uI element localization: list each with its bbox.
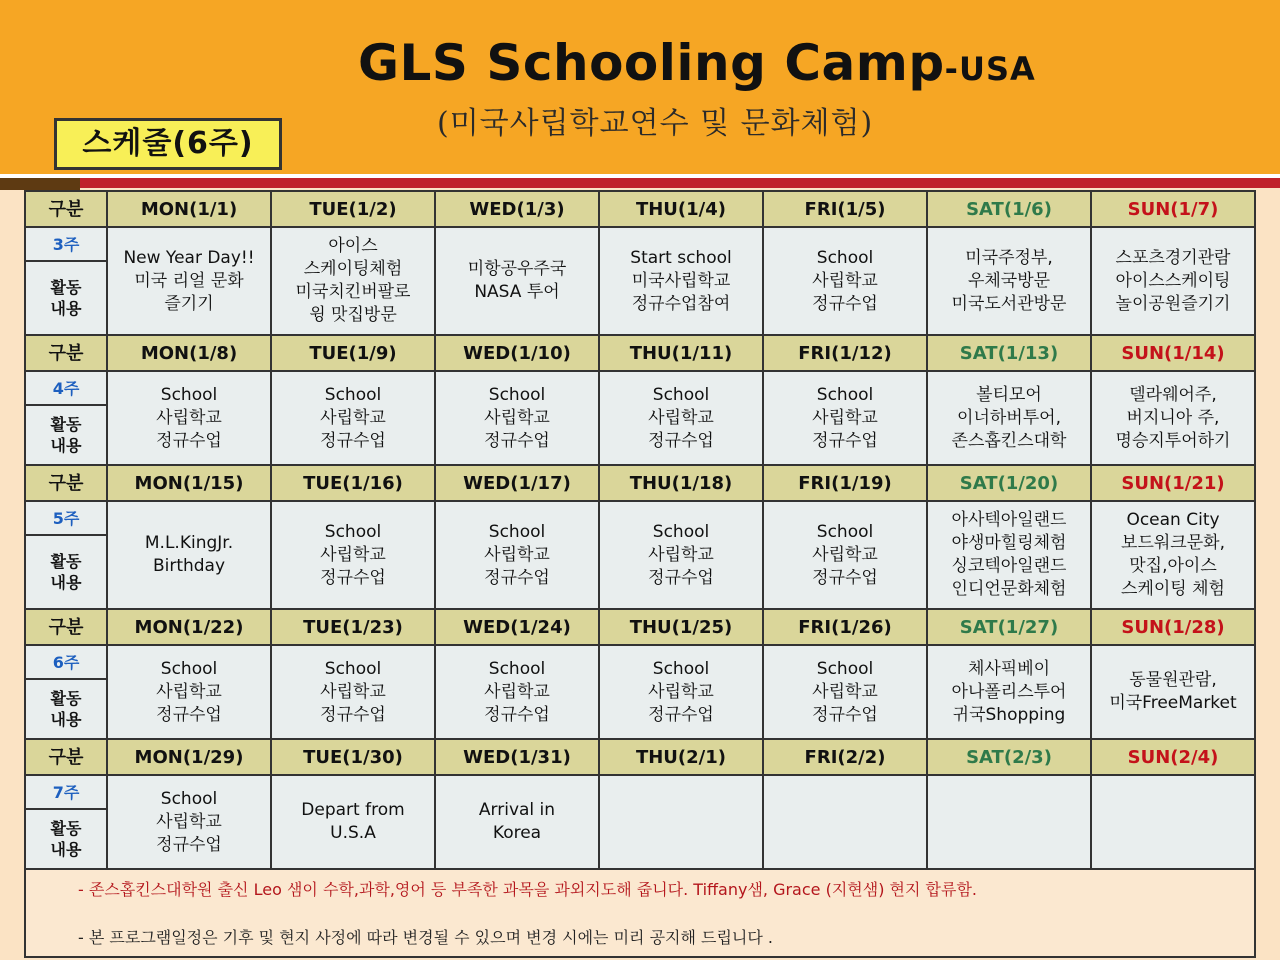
activity-cell (763, 371, 927, 465)
activity-line: 귀국Shopping (952, 704, 1066, 725)
notes-cell (25, 869, 1255, 957)
activity-label-line: 내용 (50, 436, 82, 455)
activity-line: 사립학교 (320, 544, 386, 565)
activity-line: 버지니아 주, (1126, 407, 1220, 428)
day-header: SAT(1/20) (927, 465, 1091, 501)
day-header: MON(1/22) (107, 609, 271, 645)
activity-cell (599, 775, 763, 869)
category-label: 구분 (25, 609, 107, 645)
activity-cell (435, 371, 599, 465)
activity-label (25, 405, 107, 465)
activity-line: School (488, 384, 546, 405)
activity-label-line: 내용 (50, 299, 82, 318)
activity-line: 우체국방문 (967, 270, 1051, 291)
activity-line: 사립학교 (156, 407, 222, 428)
activity-label-line: 활동 (50, 689, 82, 708)
activity-line: 아이스스케이팅 (1115, 270, 1231, 291)
activity-line: 놀이공원즐기기 (1115, 293, 1231, 314)
activity-line: 스포츠경기관람 (1115, 247, 1231, 268)
activity-line: 아사텍아일랜드 (951, 510, 1067, 530)
activity-line: 정규수업 (484, 704, 550, 725)
activity-line: 정규수업 (648, 567, 714, 588)
activity-line: 아이스 (328, 236, 378, 256)
activity-line: Korea (492, 823, 542, 843)
activity-line: New Year Day!! (123, 247, 255, 268)
activity-row (25, 645, 1255, 679)
page-title (358, 34, 1058, 92)
activity-cell (763, 227, 927, 335)
day-header: WED(1/17) (435, 465, 599, 501)
category-label: 구분 (25, 191, 107, 227)
schedule-badge: 스케줄(6주) (54, 118, 282, 170)
activity-cell (1091, 501, 1255, 609)
week-label: 6주 (25, 645, 107, 679)
activity-line: School (160, 788, 218, 809)
activity-line: 인디언문화체험 (951, 579, 1067, 599)
activity-label (25, 535, 107, 609)
activity-line: 사립학교 (320, 681, 386, 702)
activity-line: 존스홉킨스대학 (951, 430, 1067, 451)
activity-label (25, 679, 107, 739)
activity-label-line: 내용 (50, 840, 82, 859)
activity-line: 정규수업 (484, 567, 550, 588)
activity-label (25, 809, 107, 869)
note-tutoring: - 존스홉킨스대학원 출신 Leo 샘이 수학,과학,영어 등 부족한 과목을 과외지도해 줍니다. Tiffany샘, Grace (지현샘) 현지 합류함. (78, 880, 977, 899)
day-header: MON(1/29) (107, 739, 271, 775)
day-header-row (25, 609, 1255, 645)
activity-line: School (816, 658, 874, 679)
activity-line: 정규수업 (156, 834, 222, 855)
activity-line: M.L.KingJr. (144, 533, 234, 553)
activity-line: 사립학교 (484, 544, 550, 565)
activity-cell (599, 645, 763, 739)
activity-cell (107, 645, 271, 739)
activity-cell (271, 775, 435, 869)
activity-line: 정규수업 (156, 704, 222, 725)
activity-line: 명승지투어하기 (1115, 430, 1231, 451)
activity-line: 정규수업 (320, 704, 386, 725)
activity-line: 미항공우주국 (467, 259, 567, 279)
category-label: 구분 (25, 335, 107, 371)
activity-cell (435, 227, 599, 335)
activity-line: 싱코텍아일랜드 (951, 556, 1067, 576)
day-header: FRI(1/19) (763, 465, 927, 501)
activity-line: 정규수업 (320, 567, 386, 588)
activity-cell (1091, 645, 1255, 739)
title-main-text: GLS Schooling Camp (358, 34, 945, 92)
day-header-row (25, 335, 1255, 371)
activity-cell (1091, 227, 1255, 335)
activity-line: 미국도서관방문 (951, 293, 1067, 314)
activity-line: 사립학교 (812, 270, 878, 291)
category-label: 구분 (25, 739, 107, 775)
activity-line: School (160, 384, 218, 405)
activity-line: 미국주정부, (965, 247, 1053, 268)
activity-line: 정규수업 (812, 293, 878, 314)
activity-line: Ocean City (1126, 510, 1220, 530)
activity-cell (927, 775, 1091, 869)
activity-cell (435, 501, 599, 609)
day-header-row (25, 739, 1255, 775)
category-label: 구분 (25, 465, 107, 501)
activity-line: 미국 리얼 문화 (134, 270, 244, 291)
notes-row (25, 869, 1255, 957)
activity-line: 정규수업 (812, 704, 878, 725)
day-header: MON(1/1) (107, 191, 271, 227)
activity-line: School (488, 658, 546, 679)
week-label: 4주 (25, 371, 107, 405)
activity-label-line: 내용 (50, 573, 82, 592)
activity-label-line: 활동 (50, 819, 82, 838)
activity-line: NASA 투어 (474, 282, 560, 302)
activity-cell (435, 775, 599, 869)
day-header: MON(1/8) (107, 335, 271, 371)
activity-line: School (652, 658, 710, 679)
activity-line: 정규수업 (484, 430, 550, 451)
day-header: THU(1/11) (599, 335, 763, 371)
day-header: SUN(1/21) (1091, 465, 1255, 501)
activity-line: 스케이팅 체험 (1121, 579, 1225, 599)
day-header: THU(1/25) (599, 609, 763, 645)
activity-line: 정규수업 (156, 430, 222, 451)
day-header: SAT(2/3) (927, 739, 1091, 775)
day-header: WED(1/3) (435, 191, 599, 227)
day-header: TUE(1/16) (271, 465, 435, 501)
activity-label-line: 내용 (50, 710, 82, 729)
activity-cell (107, 371, 271, 465)
activity-line: 정규수업 (320, 430, 386, 451)
activity-row (25, 775, 1255, 809)
activity-line: 사립학교 (320, 407, 386, 428)
activity-cell (435, 645, 599, 739)
activity-line: 델라웨어주, (1129, 384, 1217, 405)
day-header-row (25, 191, 1255, 227)
activity-line: 즐기기 (164, 293, 214, 314)
activity-cell (271, 371, 435, 465)
activity-cell (927, 371, 1091, 465)
activity-label-line: 활동 (50, 552, 82, 571)
activity-line: School (816, 521, 874, 542)
day-header: SAT(1/27) (927, 609, 1091, 645)
activity-line: School (324, 384, 382, 405)
activity-cell (1091, 775, 1255, 869)
activity-line: 보드워크문화, (1121, 533, 1225, 553)
activity-line: 이너하버투어, (957, 407, 1061, 428)
activity-line: 사립학교 (484, 681, 550, 702)
activity-cell (271, 227, 435, 335)
day-header: MON(1/15) (107, 465, 271, 501)
day-header: SUN(2/4) (1091, 739, 1255, 775)
day-header: TUE(1/23) (271, 609, 435, 645)
activity-cell (107, 227, 271, 335)
activity-cell (107, 501, 271, 609)
activity-line: 사립학교 (484, 407, 550, 428)
activity-line: School (652, 521, 710, 542)
activity-cell (1091, 371, 1255, 465)
activity-line: 미국FreeMarket (1109, 693, 1237, 713)
day-header: SUN(1/7) (1091, 191, 1255, 227)
activity-cell (763, 775, 927, 869)
day-header: SUN(1/28) (1091, 609, 1255, 645)
activity-line: School (324, 521, 382, 542)
activity-line: 사립학교 (156, 811, 222, 832)
activity-line: 사립학교 (156, 681, 222, 702)
day-header: WED(1/24) (435, 609, 599, 645)
activity-line: 볼티모어 (976, 384, 1042, 405)
activity-line: 체사픽베이 (967, 658, 1051, 679)
day-header: TUE(1/30) (271, 739, 435, 775)
activity-cell (271, 501, 435, 609)
activity-label-line: 활동 (50, 278, 82, 297)
activity-line: 미국치킨버팔로 (295, 282, 411, 302)
note-schedule-change: - 본 프로그램일정은 기후 및 현지 사정에 따라 변경될 수 있으며 변경 시에는 미리 공지해 드립니다 . (78, 928, 774, 947)
divider-dark (0, 178, 80, 190)
page-subtitle: (미국사립학교연수 및 문화체험) (437, 106, 874, 141)
activity-line: 미국사립학교 (631, 270, 731, 291)
activity-line: 사립학교 (812, 681, 878, 702)
activity-cell (599, 227, 763, 335)
activity-row (25, 501, 1255, 535)
activity-line: 동물원관람, (1129, 670, 1217, 690)
day-header: FRI(2/2) (763, 739, 927, 775)
activity-line: 사립학교 (648, 681, 714, 702)
day-header: WED(1/10) (435, 335, 599, 371)
activity-line: 사립학교 (648, 544, 714, 565)
activity-cell (599, 501, 763, 609)
activity-row (25, 371, 1255, 405)
activity-line: School (324, 658, 382, 679)
activity-line: Depart from (301, 800, 405, 820)
activity-line: School (160, 658, 218, 679)
activity-line: 스케이팅체험 (303, 259, 403, 279)
day-header: FRI(1/5) (763, 191, 927, 227)
day-header: FRI(1/26) (763, 609, 927, 645)
schedule-table (24, 190, 1256, 958)
activity-label-line: 활동 (50, 415, 82, 434)
week-label: 3주 (25, 227, 107, 261)
day-header: TUE(1/2) (271, 191, 435, 227)
week-label: 5주 (25, 501, 107, 535)
activity-line: Start school (630, 247, 732, 268)
day-header: SUN(1/14) (1091, 335, 1255, 371)
day-header: SAT(1/13) (927, 335, 1091, 371)
activity-line: 사립학교 (812, 407, 878, 428)
activity-cell (927, 227, 1091, 335)
divider-red (80, 178, 1280, 188)
activity-line: School (652, 384, 710, 405)
day-header: SAT(1/6) (927, 191, 1091, 227)
activity-cell (271, 645, 435, 739)
activity-line: Birthday (152, 556, 226, 576)
activity-cell (763, 501, 927, 609)
activity-cell (927, 645, 1091, 739)
activity-line: 아나폴리스투어 (951, 681, 1067, 702)
day-header: WED(1/31) (435, 739, 599, 775)
activity-line: 정규수업참여 (631, 293, 731, 314)
activity-line: School (488, 521, 546, 542)
day-header: FRI(1/12) (763, 335, 927, 371)
title-suffix-text: -USA (944, 50, 1036, 88)
activity-line: 정규수업 (812, 567, 878, 588)
activity-line: U.S.A (330, 823, 376, 843)
activity-line: School (816, 384, 874, 405)
day-header: THU(1/4) (599, 191, 763, 227)
day-header-row (25, 465, 1255, 501)
activity-line: School (816, 247, 874, 268)
activity-cell (763, 645, 927, 739)
activity-line: 정규수업 (812, 430, 878, 451)
activity-line: Arrival in (478, 800, 556, 820)
day-header: THU(2/1) (599, 739, 763, 775)
activity-line: 사립학교 (648, 407, 714, 428)
day-header: TUE(1/9) (271, 335, 435, 371)
activity-cell (927, 501, 1091, 609)
activity-label (25, 261, 107, 335)
day-header: THU(1/18) (599, 465, 763, 501)
activity-line: 야생마힐링체험 (951, 533, 1067, 553)
activity-cell (107, 775, 271, 869)
activity-cell (599, 371, 763, 465)
activity-row (25, 227, 1255, 261)
activity-line: 정규수업 (648, 430, 714, 451)
activity-line: 정규수업 (648, 704, 714, 725)
activity-line: 사립학교 (812, 544, 878, 565)
activity-line: 윙 맛집방문 (309, 305, 397, 325)
week-label: 7주 (25, 775, 107, 809)
activity-line: 맛집,아이스 (1129, 556, 1217, 576)
